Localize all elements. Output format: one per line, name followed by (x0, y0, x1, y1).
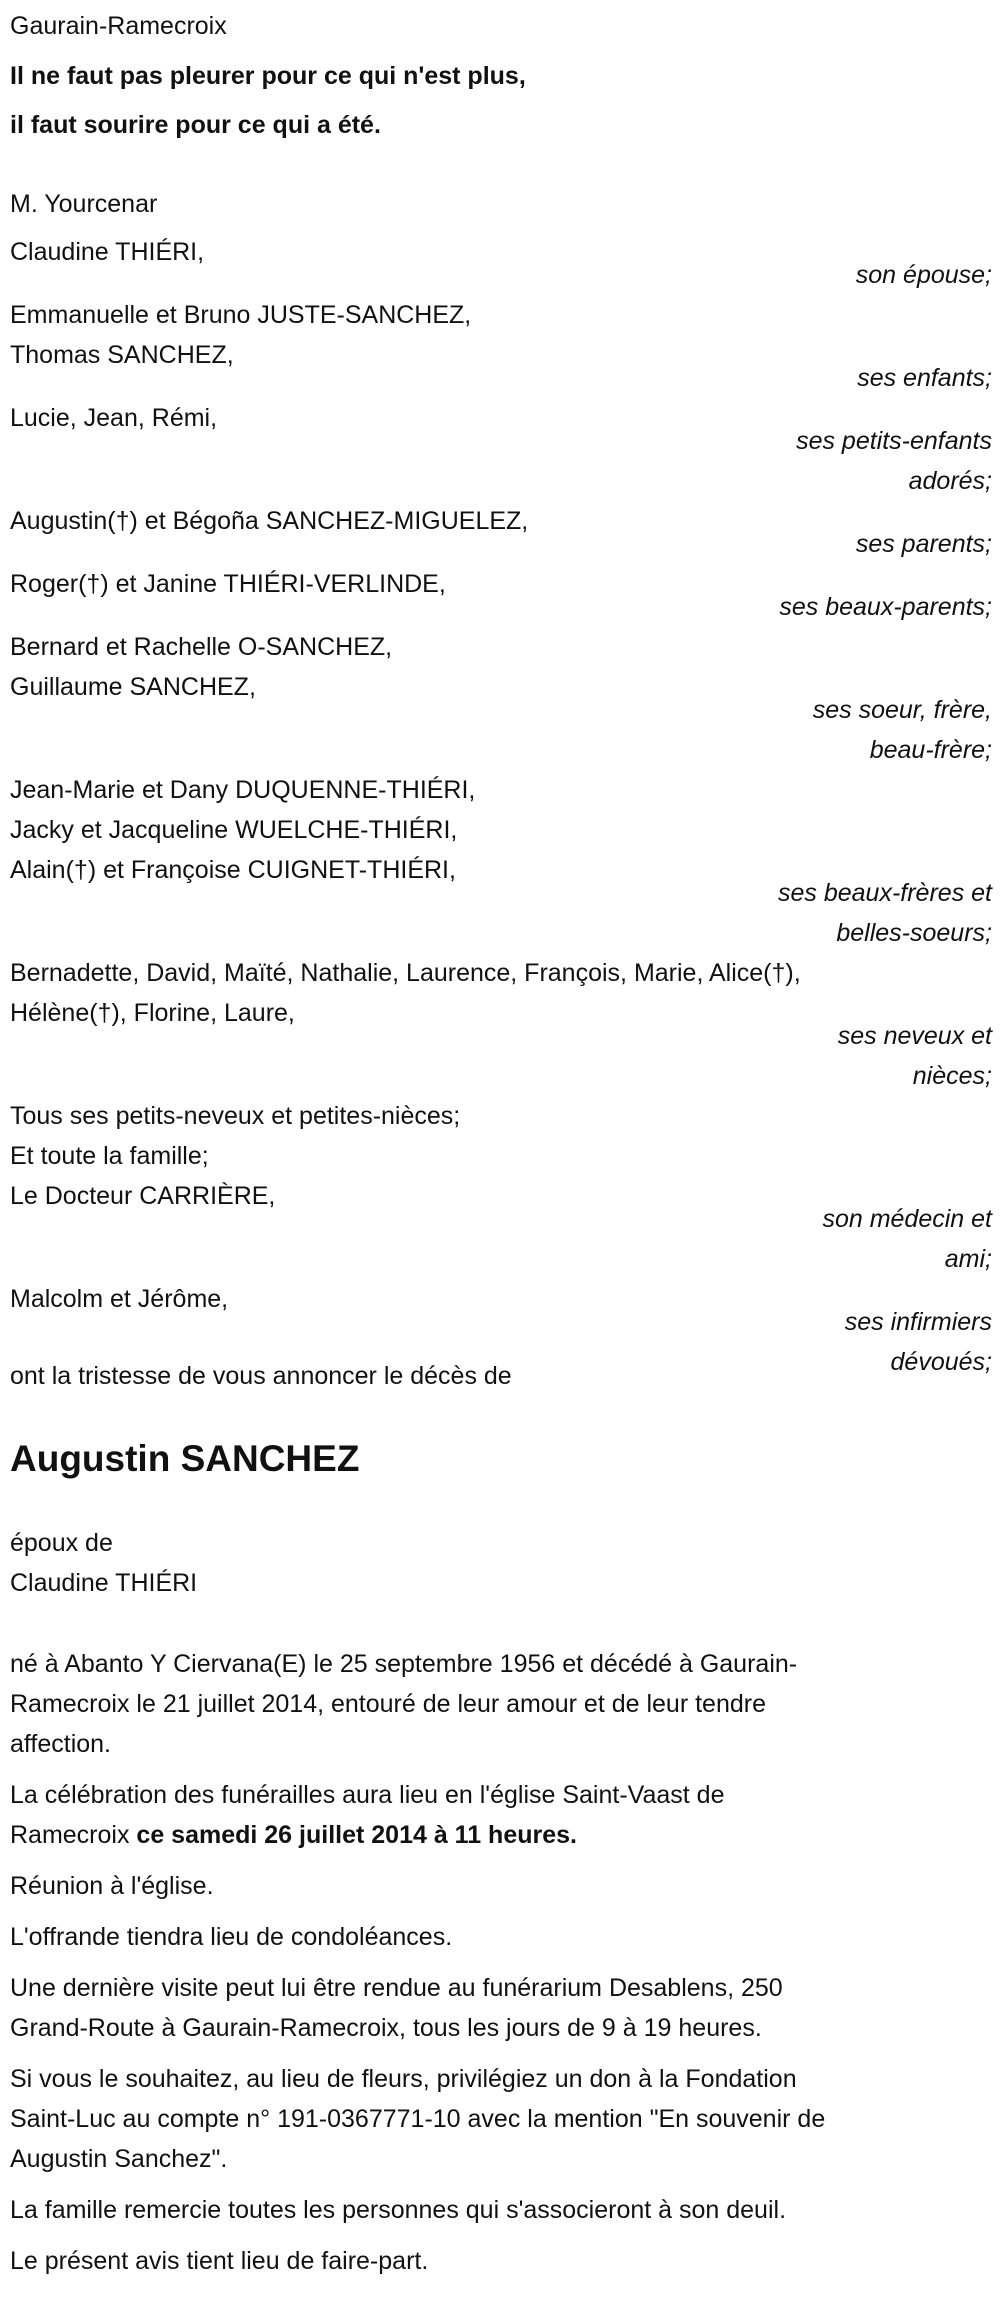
relation-line: ami; (944, 1245, 992, 1273)
paragraph-thanks: La famille remercie toutes les personnes qui s'associeront à son deuil. (10, 2196, 787, 2224)
paragraph-visit (10, 1968, 992, 2048)
signatory: M. Yourcenar (10, 190, 158, 218)
ceremony-date: ce samedi 26 juillet 2014 à 11 heures. (136, 1821, 577, 1849)
relation-line: ses petits-enfants (796, 427, 992, 455)
text-line: Saint-Luc au compte n° 191-0367771-10 avec la mention "En souvenir de (10, 2105, 826, 2133)
family-name-line: Lucie, Jean, Rémi, (10, 404, 218, 432)
paragraph-donation (10, 2059, 992, 2179)
relation-line: ses neveux et (837, 1022, 992, 1050)
family-name-line: Augustin(†) et Bégoña SANCHEZ-MIGUELEZ, (10, 507, 529, 535)
relation-line: dévoués; (890, 1348, 992, 1376)
family-name-line: Jean-Marie et Dany DUQUENNE-THIÉRI, (10, 776, 476, 804)
text-line: Augustin Sanchez". (10, 2145, 228, 2173)
relation-line: belles-soeurs; (836, 919, 992, 947)
family-name-line: Emmanuelle et Bruno JUSTE-SANCHEZ, (10, 301, 472, 329)
spouse-name: Claudine THIÉRI (10, 1569, 198, 1597)
family-group (10, 627, 992, 770)
relation-line: beau-frère; (869, 736, 992, 764)
family-name-line: Hélène(†), Florine, Laure, (10, 999, 295, 1027)
paragraph-birth-death (10, 1644, 992, 1764)
relation-line: adorés; (908, 467, 992, 495)
deceased-name: Augustin SANCHEZ (10, 1438, 360, 1479)
paragraph-notice: Le présent avis tient lieu de faire-part. (10, 2247, 429, 2275)
obituary-notice (0, 6, 1000, 2281)
spouse-info (10, 1523, 992, 1603)
relation-line: ses parents; (855, 530, 992, 558)
family-group (10, 295, 992, 398)
family-name-line: Guillaume SANCHEZ, (10, 673, 256, 701)
family-name-line: Roger(†) et Janine THIÉRI-VERLINDE, (10, 570, 446, 598)
family-group (10, 398, 992, 501)
family-list (10, 232, 992, 1382)
family-name-line: Et toute la famille; (10, 1142, 209, 1170)
family-group (10, 770, 992, 953)
paragraph-offering: L'offrande tiendra lieu de condoléances. (10, 1923, 453, 1951)
quote (10, 52, 992, 150)
text-line: Grand-Route à Gaurain-Ramecroix, tous les jours de 9 à 19 heures. (10, 2014, 762, 2042)
text-line: né à Abanto Y Ciervana(E) le 25 septembre 1956 et décédé à Gaurain- (10, 1650, 798, 1678)
text-line: Si vous le souhaitez, au lieu de fleurs, privilégiez un don à la Fondation (10, 2065, 797, 2093)
relation-line: son médecin et (822, 1205, 992, 1233)
text-line: Une dernière visite peut lui être rendue au funérarium Desablens, 250 (10, 1974, 783, 2002)
family-name-line: Tous ses petits-neveux et petites-nièces; (10, 1102, 461, 1130)
family-name-line: Alain(†) et Françoise CUIGNET-THIÉRI, (10, 856, 456, 884)
family-name-line: Bernadette, David, Maïté, Nathalie, Laurence, François, Marie, Alice(†), (10, 959, 801, 987)
relation-line: nièces; (912, 1062, 992, 1090)
relation-line: ses beaux-parents; (779, 593, 992, 621)
family-name-line: Jacky et Jacqueline WUELCHE-THIÉRI, (10, 816, 458, 844)
family-group (10, 232, 992, 295)
paragraph-meeting: Réunion à l'église. (10, 1872, 214, 1900)
family-name-line: Thomas SANCHEZ, (10, 341, 234, 369)
family-name-line: Claudine THIÉRI, (10, 238, 205, 266)
family-name-line: Le Docteur CARRIÈRE, (10, 1182, 276, 1210)
text-line: Ramecroix le 21 juillet 2014, entouré de leur amour et de leur tendre (10, 1690, 766, 1718)
quote-line: il faut sourire pour ce qui a été. (10, 111, 381, 139)
relation-line: ses enfants; (857, 364, 992, 392)
family-names (10, 1096, 992, 1216)
relation-line: ses infirmiers (844, 1308, 992, 1336)
family-group (10, 1096, 992, 1279)
text-line: affection. (10, 1730, 112, 1758)
spouse-intro: époux de (10, 1529, 113, 1557)
quote-line: Il ne faut pas pleurer pour ce qui n'est plus, (10, 62, 526, 90)
family-group (10, 953, 992, 1096)
family-group (10, 564, 992, 627)
text-line (10, 1815, 992, 1855)
paragraph-ceremony (10, 1775, 992, 1855)
text-line: La célébration des funérailles aura lieu en l'église Saint-Vaast de (10, 1781, 725, 1809)
family-group (10, 501, 992, 564)
relation-line: ses soeur, frère, (812, 696, 992, 724)
relation-line: son épouse; (855, 261, 992, 289)
family-name-line: Malcolm et Jérôme, (10, 1285, 229, 1313)
city: Gaurain-Ramecroix (10, 12, 227, 40)
announcement: ont la tristesse de vous annoncer le décès de (10, 1362, 512, 1390)
family-names (10, 770, 992, 890)
relation-line: ses beaux-frères et (778, 879, 992, 907)
family-name-line: Bernard et Rachelle O-SANCHEZ, (10, 633, 393, 661)
ceremony-place: Ramecroix (10, 1821, 137, 1849)
